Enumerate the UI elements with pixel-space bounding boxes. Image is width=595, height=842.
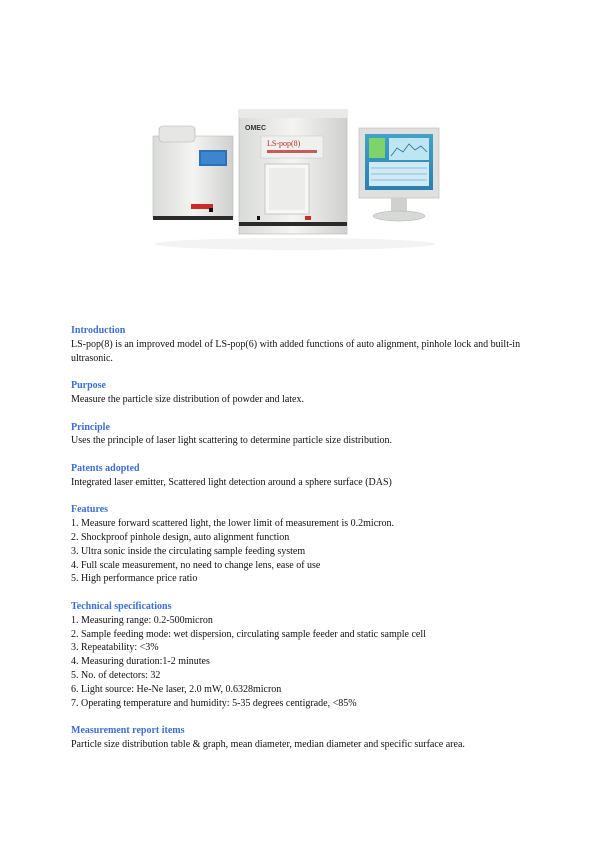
heading-features: Features <box>71 504 109 516</box>
section-specs <box>71 600 531 710</box>
introduction-text: LS-pop(8) is an improved model of LS-pop(6) with added functions of auto alignment, pinhole lock and built-in ultrasonic. <box>71 338 521 364</box>
list-item: 3. Ultra sonic inside the circulating sample feeding system <box>71 545 306 557</box>
sample-feeder-unit <box>153 126 233 220</box>
patents-text: Integrated laser emitter, Scattered light detection around a sphere surface (DAS) <box>71 476 392 488</box>
heading-purpose: Purpose <box>71 380 106 392</box>
list-item: 4. Full scale measurement, no need to change lens, ease of use <box>71 559 321 571</box>
list-item: 4. Measuring duration:1-2 minutes <box>71 656 210 668</box>
section-features <box>71 503 531 586</box>
section-purpose <box>71 379 531 407</box>
heading-patents: Patents adopted <box>71 462 140 474</box>
brand-logo: OMEC <box>245 125 266 132</box>
list-item: 2. Sample feeding mode: wet dispersion, circulating sample feeder and static sample cell <box>71 628 426 640</box>
model-label: LS-pop(8) <box>267 139 301 148</box>
report-text: Particle size distribution table & graph, mean diameter, median diameter and specific surface area. <box>71 738 465 750</box>
section-principle <box>71 421 531 449</box>
monitor-unit <box>359 128 439 221</box>
heading-introduction: Introduction <box>71 325 126 336</box>
principle-text: Uses the principle of laser light scattering to determine particle size distribution. <box>71 435 393 447</box>
list-item: 1. Measure forward scattered light, the lower limit of measurement is 0.2micron. <box>71 518 394 530</box>
laser-particle-analyzer-image <box>145 104 445 274</box>
list-item: 7. Operating temperature and humidity: 5-35 degrees centigrade, <85% <box>71 697 357 709</box>
specs-list <box>71 614 531 711</box>
list-item: 5. No. of detectors: 32 <box>71 669 161 681</box>
heading-specs: Technical specifications <box>71 600 172 612</box>
purpose-text: Measure the particle size distribution of powder and latex. <box>71 393 304 405</box>
list-item: 1. Measuring range: 0.2-500micron <box>71 614 213 626</box>
section-report <box>71 724 531 752</box>
list-item: 6. Light source: He-Ne laser, 2.0 mW, 0.6328micron <box>71 683 282 695</box>
section-patents <box>71 462 531 490</box>
heading-principle: Principle <box>71 421 110 433</box>
heading-report: Measurement report items <box>71 725 185 737</box>
product-photo <box>145 104 445 274</box>
list-item: 2. Shockproof pinhole design, auto alignment function <box>71 531 290 543</box>
list-item: 3. Repeatability: <3% <box>71 642 159 654</box>
section-introduction <box>71 324 531 365</box>
document-body <box>71 324 531 766</box>
list-item: 5. High performance price ratio <box>71 573 198 585</box>
main-analyzer-unit <box>239 110 347 234</box>
features-list <box>71 517 531 586</box>
